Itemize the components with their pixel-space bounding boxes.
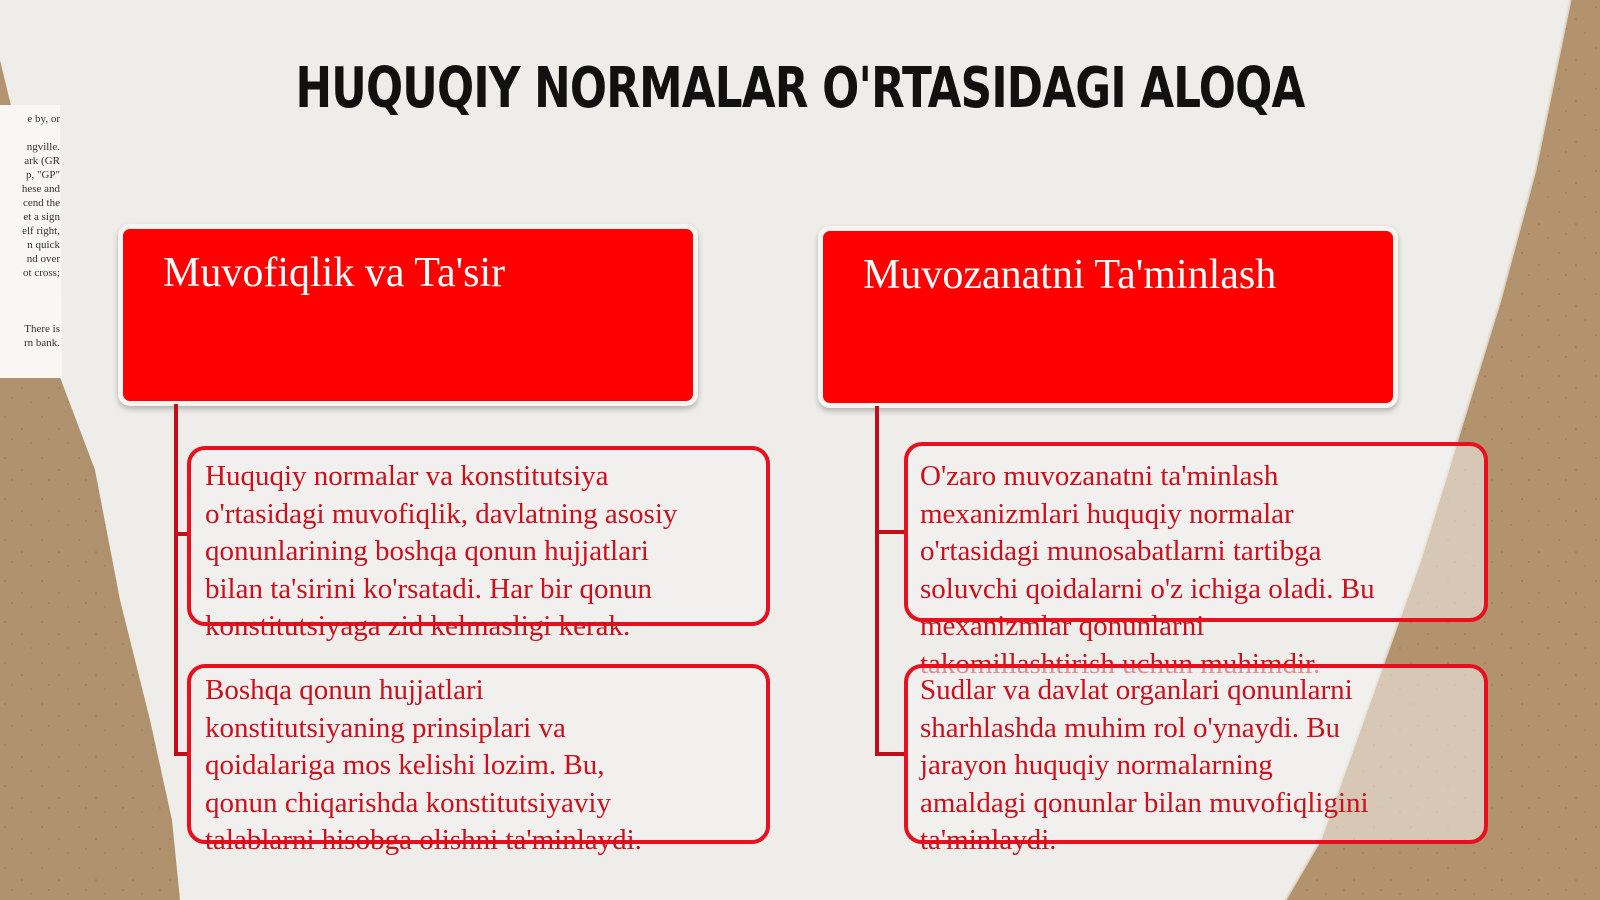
connector-branch-right-2 bbox=[875, 752, 907, 756]
text-line: Huquqiy normalar va konstitutsiya bbox=[205, 460, 609, 492]
slide-title: HUQUQIY NORMALAR O'RTASIDAGI ALOQA bbox=[295, 56, 1305, 121]
text-line: o'rtasidagi munosabatlarni tartibga bbox=[920, 535, 1322, 567]
text-line: talablarni hisobga olishni ta'minlaydi. bbox=[205, 824, 642, 856]
text-line: bilan ta'sirini ko'rsatadi. Har bir qonun bbox=[205, 572, 652, 605]
card-right-1-text bbox=[920, 458, 1375, 683]
text-line: mexanizmlar qonunlarni bbox=[920, 610, 1205, 642]
text-line: O'zaro muvozanatni ta'minlash bbox=[920, 460, 1279, 492]
newspaper-fragment-text bbox=[0, 112, 60, 350]
connector-vertical-right bbox=[875, 406, 879, 756]
text-line: mexanizmlari huquqiy normalar bbox=[920, 497, 1294, 530]
card-left-1-text bbox=[205, 458, 677, 646]
fragment-line bbox=[0, 308, 60, 322]
fragment-line: ot cross; bbox=[23, 267, 60, 279]
fragment-line: There is bbox=[24, 323, 60, 335]
connector-branch-right-1 bbox=[875, 530, 907, 534]
text-line: amaldagi qonunlar bilan muvofiqligini bbox=[920, 786, 1369, 819]
text-line: konstitutsiyaning prinsiplari va bbox=[205, 711, 566, 744]
card-right-2-text bbox=[920, 672, 1369, 860]
fragment-line: nd over bbox=[26, 253, 60, 265]
fragment-line: rn bank. bbox=[23, 337, 60, 349]
fragment-line: et a sign bbox=[23, 211, 60, 223]
fragment-line: cend the bbox=[23, 197, 60, 209]
connector-vertical-left bbox=[174, 404, 178, 756]
fragment-line: p, "GP" bbox=[25, 169, 60, 181]
text-line: sharhlashda muhim rol o'ynaydi. Bu bbox=[920, 711, 1341, 744]
column-heading-left-label: Muvofiqlik va Ta'sir bbox=[163, 250, 506, 296]
fragment-line bbox=[0, 280, 60, 294]
text-line: jarayon huquqiy normalarning bbox=[920, 749, 1273, 781]
fragment-line bbox=[0, 294, 60, 308]
text-line: Boshqa qonun hujjatlari bbox=[205, 674, 484, 706]
card-left-2-text bbox=[205, 672, 642, 860]
fragment-line: elf right, bbox=[22, 225, 60, 237]
fragment-line: ark (GR bbox=[24, 155, 60, 167]
text-line: konstitutsiyaga zid kelmasligi kerak. bbox=[205, 610, 631, 642]
text-line: ta'minlaydi. bbox=[920, 824, 1057, 856]
text-line: qonunlarining boshqa qonun hujjatlari bbox=[205, 535, 649, 567]
text-line: soluvchi qoidalarni o'z ichiga oladi. Bu bbox=[920, 572, 1375, 605]
column-heading-left bbox=[118, 224, 698, 406]
column-heading-right bbox=[818, 226, 1398, 408]
fragment-line: n quick bbox=[27, 239, 60, 251]
text-line: qoidalariga mos kelishi lozim. Bu, bbox=[205, 749, 605, 781]
text-line: qonun chiqarishda konstitutsiyaviy bbox=[205, 786, 611, 819]
text-line: o'rtasidagi muvofiqlik, davlatning asosiy bbox=[205, 497, 678, 530]
fragment-line: ngville. bbox=[26, 141, 60, 153]
column-heading-right-label: Muvozanatni Ta'minlash bbox=[863, 252, 1277, 298]
text-line: Sudlar va davlat organlari qonunlarni bbox=[920, 674, 1353, 706]
fragment-line bbox=[0, 126, 60, 140]
fragment-line: e by, or bbox=[27, 113, 60, 125]
fragment-line: hese and bbox=[21, 183, 60, 195]
